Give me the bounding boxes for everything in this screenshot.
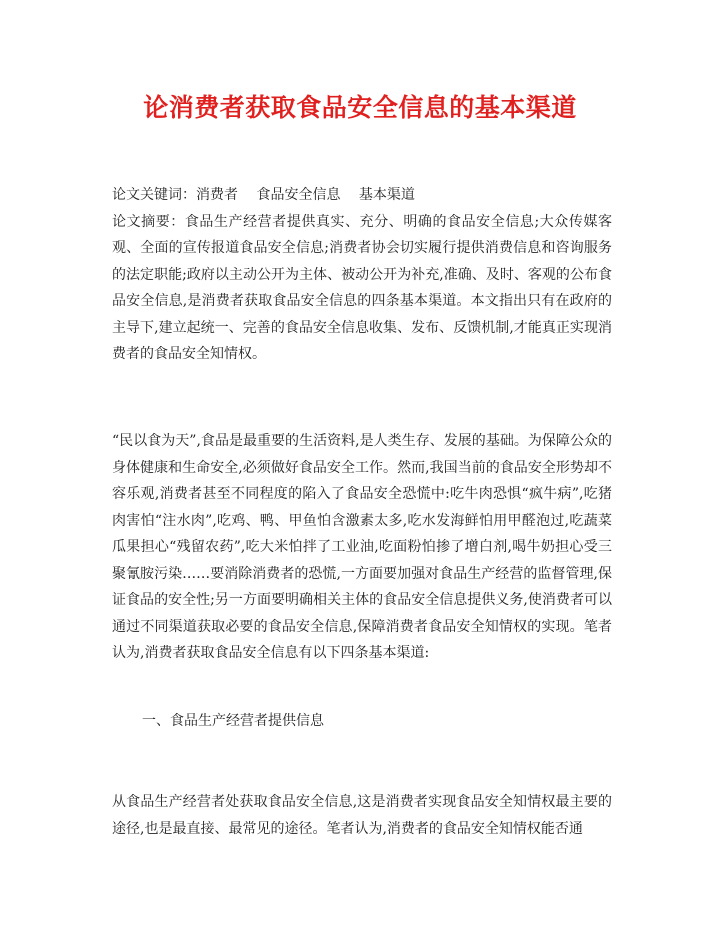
body-paragraph-1: “民以食为天”,食品是最重要的生活资料,是人类生存、发展的基础。为保障公众的身体健康和生命安全,必须做好食品安全工作。然而,我国当前的食品安全形势却不容乐观,消费者甚至不同程度的陷入了食品安全恐慌中:吃牛肉恐惧“疯牛病”,吃猪肉害怕“注水肉”,吃鸡、鸭、甲鱼怕含激素太多,吃水发海鲜怕用甲醛泡过,吃蔬菜瓜果担心“残留农药”,吃大米怕拌了工业油,吃面粉怕掺了增白剂,喝牛奶担心受三聚氰胺污染……要消除消费者的恐慌,一方面要加强对食品生产经营的监督管理,保证食品的安全性;另一方面要明确相关主体的食品安全信息提供义务,使消费者可以通过不同渠道获取必要的食品安全信息,保障消费者食品安全知情权的实现。笔者认为,消费者获取食品安全信息有以下四条基本渠道: <box>112 433 612 661</box>
abstract-text: 食品生产经营者提供真实、充分、明确的食品安全信息;大众传媒客观、全面的宣传报道食品安全信息;消费者协会切实履行提供消费信息和咨询服务的法定职能;政府以主动公开为主体、被动公开为补充,准确、及时、客观的公布食品安全信息,是消费者获取食品安全信息的四条基本渠道。本文指出只有在政府的主导下,建立起统一、完善的食品安全信息收集、发布、反馈机制,才能真正实现消费者的食品安全知情权。 <box>112 213 613 362</box>
abstract-paragraph <box>112 209 612 368</box>
keywords-label: 论文关键词： <box>112 187 196 203</box>
section-heading: 一、食品生产经营者提供信息 <box>142 713 324 729</box>
abstract-label: 论文摘要： <box>112 213 185 230</box>
keywords-text: 消费者 食品安全信息 基本渠道 <box>196 187 415 203</box>
body-paragraph-2: 从食品生产经营者处获取食品安全信息,这是消费者实现食品安全知情权最主要的途径,也是最直接、最常见的途径。笔者认为,消费者的食品安全知情权能否通 <box>112 794 612 837</box>
document-title: 论消费者获取食品安全信息的基本渠道 <box>143 93 577 122</box>
keywords-line <box>112 182 612 209</box>
